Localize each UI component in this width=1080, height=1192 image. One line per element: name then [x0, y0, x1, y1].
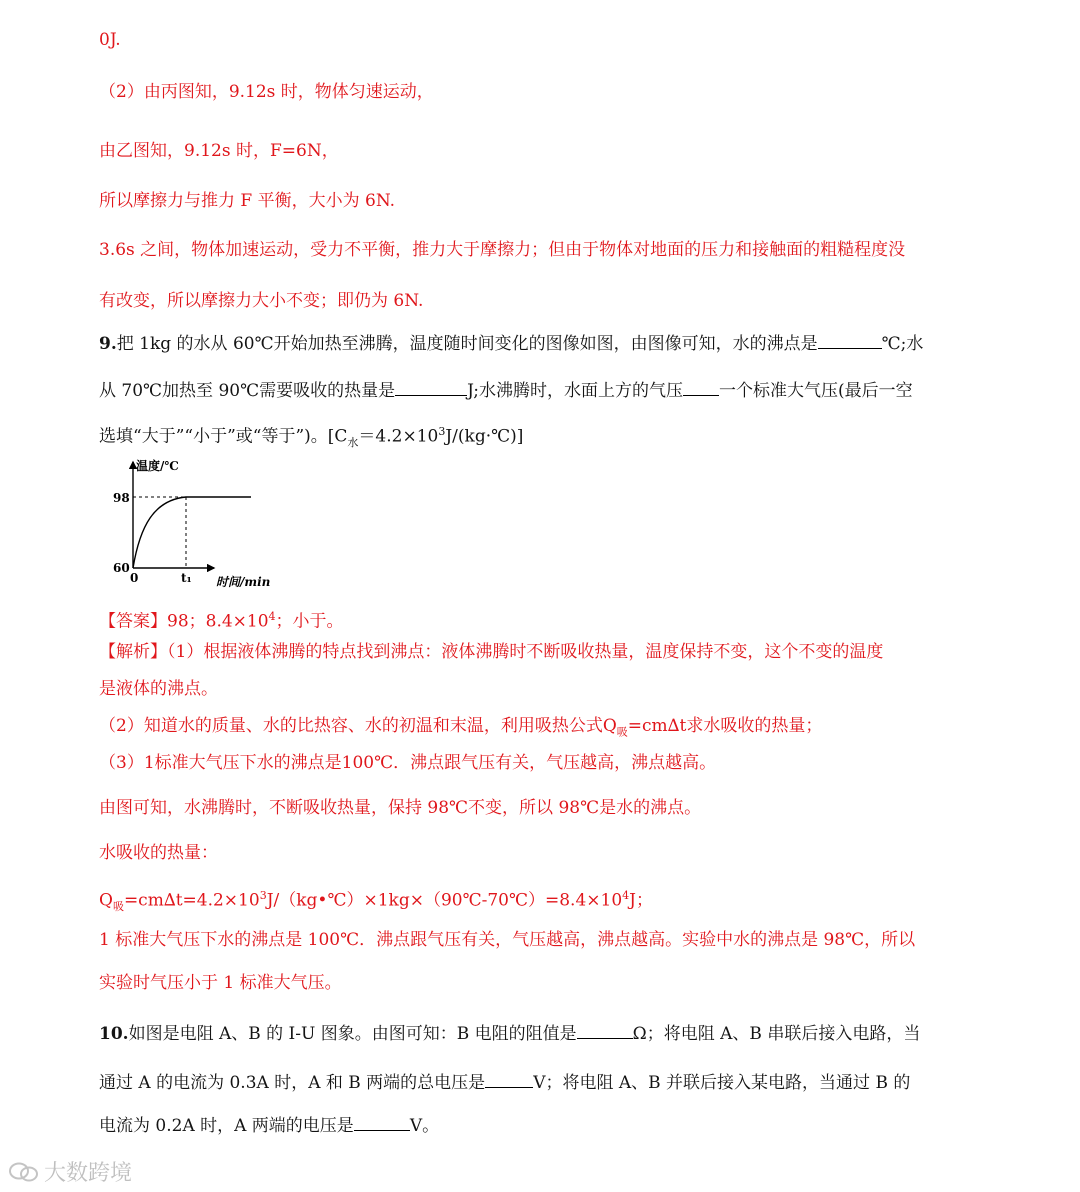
x-axis-label: 时间/min — [216, 575, 271, 589]
answer-blank — [354, 1115, 410, 1131]
watermark-text: 大数跨境 — [44, 1161, 133, 1186]
subscript: 水 — [347, 436, 359, 450]
question-10-line — [99, 1022, 920, 1046]
question-text: J/(kg·℃)] — [445, 426, 524, 447]
question-number: 9. — [99, 334, 117, 354]
answer-line — [99, 605, 344, 634]
question-text: V。 — [409, 1116, 440, 1136]
answer-text: ；小于。 — [275, 611, 344, 632]
question-text: 从 70℃加热至 90℃需要吸收的热量是 — [99, 381, 396, 401]
analysis-text: （1）根据液体沸腾的特点找到沸点：液体沸腾时不断吸收热量，温度保持不变，这个不变的温度 — [167, 642, 884, 662]
question-9-line — [99, 420, 523, 455]
analysis-line: 是液体的沸点。 — [99, 679, 218, 699]
answer-blank — [818, 333, 882, 349]
question-text: 把 1kg 的水从 60℃开始加热至沸腾，温度随时间变化的图像如图，由图像可知，水的沸点是 — [116, 334, 818, 354]
formula-text: J； — [629, 890, 653, 911]
formula-line — [99, 884, 653, 919]
watermark — [8, 1156, 132, 1187]
subscript: 吸 — [112, 900, 124, 914]
analysis-line — [99, 640, 883, 664]
analysis-line: 水吸收的热量： — [99, 843, 218, 863]
analysis-tag: 【解析】 — [99, 642, 167, 662]
question-10-line — [99, 1114, 439, 1138]
question-text: 如图是电阻 A、B 的 I-U 图象。由图可知：B 电阻的阻值是 — [128, 1024, 577, 1044]
y-tick-60: 60 — [113, 561, 130, 575]
x-tick-t1: t₁ — [181, 571, 192, 585]
question-text: ＝4.2×10 — [358, 426, 439, 447]
temperature-time-graph — [96, 458, 296, 598]
solution-line: 3.6s 之间，物体加速运动，受力不平衡，推力大于摩擦力；但由于物体对地面的压力和接触面的粗糙程度没 — [99, 240, 906, 260]
analysis-line: 1 标准大气压下水的沸点是 100℃．沸点跟气压有关，气压越高，沸点越高。实验中水的沸点是 98℃，所以 — [99, 930, 916, 950]
question-text: ℃;水 — [881, 334, 924, 354]
question-text: 电流为 0.2A 时，A 两端的电压是 — [99, 1116, 354, 1136]
question-text: 通过 A 的电流为 0.3A 时，A 和 B 两端的总电压是 — [99, 1073, 486, 1093]
superscript: 4 — [268, 610, 276, 623]
answer-blank — [683, 380, 719, 396]
question-text: V；将电阻 A、B 并联后接入某电路，当通过 B 的 — [533, 1073, 911, 1093]
analysis-text: （2）知道水的质量、水的比热容、水的初温和末温，利用吸热公式Q — [99, 716, 617, 736]
x-tick-origin: 0 — [130, 571, 139, 585]
analysis-line — [99, 714, 822, 744]
question-10-line — [99, 1071, 910, 1095]
analysis-line: 由图可知，水沸腾时，不断吸收热量，保持 98℃不变，所以 98℃是水的沸点。 — [99, 798, 702, 818]
solution-line: 由乙图知，9.12s 时，F=6N， — [99, 141, 339, 161]
formula-text: =cm∆t=4.2×10 — [123, 890, 260, 911]
superscript: 3 — [438, 425, 446, 438]
solution-line: 0J. — [99, 30, 121, 50]
question-number: 10. — [99, 1024, 129, 1044]
answer-blank — [395, 380, 467, 396]
formula-text: Q — [99, 890, 113, 911]
analysis-line: （3）1标准大气压下水的沸点是100℃．沸点跟气压有关，气压越高，沸点越高。 — [99, 753, 717, 773]
superscript: 3 — [259, 889, 267, 902]
answer-blank — [485, 1072, 533, 1088]
question-9-line — [99, 332, 923, 356]
formula-text: J/（kg•℃）×1kg×（90℃-70℃）=8.4×10 — [266, 890, 623, 911]
question-text: 一个标准大气压(最后一空 — [718, 381, 913, 401]
y-tick-98: 98 — [113, 491, 130, 505]
question-text: J;水沸腾时，水面上方的气压 — [467, 381, 683, 401]
solution-line: 有改变，所以摩擦力大小不变；即仍为 6N. — [99, 291, 424, 311]
analysis-text: =cm∆t求水吸收的热量； — [627, 716, 823, 736]
temperature-curve — [133, 497, 251, 568]
analysis-line: 实验时气压小于 1 标准大气压。 — [99, 973, 342, 993]
question-text: Ω；将电阻 A、B 串联后接入电路，当 — [632, 1024, 921, 1044]
superscript: 4 — [622, 889, 630, 902]
question-text: 选填“大于”“小于”或“等于”)。[C — [99, 426, 348, 447]
subscript: 吸 — [616, 725, 628, 739]
solution-line: 所以摩擦力与推力 F 平衡，大小为 6N. — [99, 191, 396, 211]
y-axis-label: 温度/℃ — [136, 459, 179, 473]
wechat-logo-icon — [8, 1161, 40, 1183]
question-9-line — [99, 379, 913, 403]
answer-blank — [577, 1023, 633, 1039]
answer-text: 【答案】98；8.4×10 — [99, 611, 269, 632]
solution-line: （2）由丙图知，9.12s 时，物体匀速运动， — [99, 82, 434, 102]
